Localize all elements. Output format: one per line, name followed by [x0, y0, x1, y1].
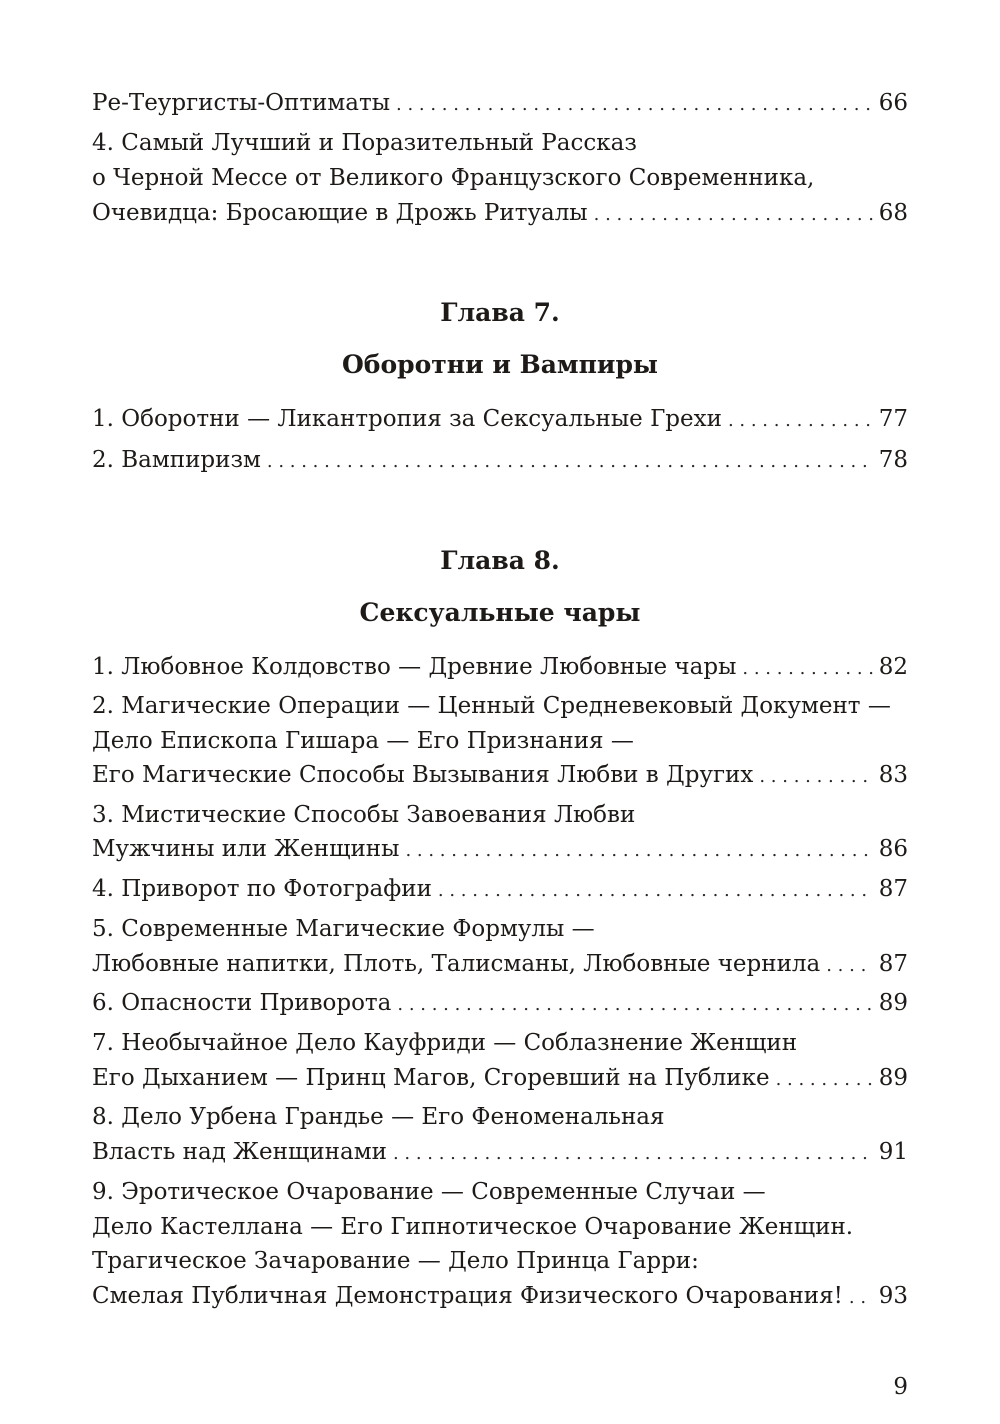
toc-entry-title: 9. Эротическое Очарование — Современные Случаи —: [92, 1179, 766, 1205]
dot-leader: [405, 834, 872, 868]
toc-entry-title: 8. Дело Урбена Грандье — Его Феноменальная: [92, 1104, 665, 1130]
toc-entry-page: 68: [878, 200, 908, 226]
toc-entry-line[interactable]: [92, 1175, 908, 1209]
toc-entry-line[interactable]: [92, 161, 908, 195]
toc-entry-title: 2. Вампиризм: [92, 447, 261, 473]
dot-leader: [594, 198, 873, 232]
toc-entry-line[interactable]: [92, 689, 908, 723]
toc-entry[interactable]: [92, 86, 908, 120]
toc-entry-title: о Черной Мессе от Великого Французского Современника,: [92, 165, 815, 191]
toc-entry-page: 89: [878, 1065, 908, 1091]
toc-entry[interactable]: [92, 1279, 908, 1313]
toc-entry-title: 4. Самый Лучший и Поразительный Рассказ: [92, 130, 637, 156]
toc-entry-title: 6. Опасности Приворота: [92, 990, 392, 1016]
chapter-7-number: Глава 7.: [440, 298, 560, 327]
toc-entry-page: 77: [878, 406, 908, 432]
toc-entry-line[interactable]: [92, 1026, 908, 1060]
toc-entry-line[interactable]: [92, 912, 908, 946]
toc-entry-line[interactable]: [92, 1210, 908, 1244]
toc-entry[interactable]: [92, 986, 908, 1020]
toc-entry-page: 91: [878, 1139, 908, 1165]
toc-entry[interactable]: [92, 443, 908, 477]
toc-entry[interactable]: [92, 758, 908, 792]
dot-leader: [849, 1281, 873, 1315]
toc-entry[interactable]: [92, 650, 908, 684]
toc-entry-line[interactable]: [92, 724, 908, 758]
toc-entry-line[interactable]: [92, 126, 908, 160]
toc-entry-title: Мужчины или Женщины: [92, 836, 400, 862]
toc-entry-title: 4. Приворот по Фотографии: [92, 876, 432, 902]
toc-entry-title: Смелая Публичная Демонстрация Физического Очарования!: [92, 1283, 843, 1309]
dot-leader: [742, 652, 872, 686]
dot-leader: [728, 404, 873, 438]
toc-entry-page: 89: [878, 990, 908, 1016]
page-number: 9: [893, 1374, 908, 1400]
toc-entry-title: Любовные напитки, Плоть, Талисманы, Любовные чернила: [92, 951, 821, 977]
toc-entry-title: 1. Любовное Колдовство — Древние Любовные чары: [92, 654, 737, 680]
toc-entry-line[interactable]: [92, 1244, 908, 1278]
toc-entry[interactable]: [92, 1061, 908, 1095]
toc-entry-title: 3. Мистические Способы Завоевания Любви: [92, 802, 636, 828]
toc-entry-title: Власть над Женщинами: [92, 1139, 387, 1165]
toc-entry[interactable]: [92, 947, 908, 981]
toc-entry-title: Дело Кастеллана — Его Гипнотическое Очарование Женщин.: [92, 1214, 854, 1240]
toc-entry-title: Трагическое Зачарование — Дело Принца Гарри:: [92, 1248, 699, 1274]
dot-leader: [438, 874, 873, 908]
toc-entry-page: 87: [878, 876, 908, 902]
toc-entry-line[interactable]: [92, 798, 908, 832]
toc-entry-title: 5. Современные Магические Формулы —: [92, 916, 595, 942]
toc-entry-title: Дело Епископа Гишара — Его Признания —: [92, 728, 634, 754]
toc-entry-title: 2. Магические Операции — Ценный Средневековый Документ —: [92, 693, 891, 719]
toc-entry-title: Очевидца: Бросающие в Дрожь Ритуалы: [92, 200, 588, 226]
toc-entry-title: Ре-Теургисты-Оптиматы: [92, 90, 391, 116]
chapter-8-number: Глава 8.: [440, 546, 560, 575]
toc-entry-page: 83: [878, 762, 908, 788]
toc-entry-page: 93: [878, 1283, 908, 1309]
toc-entry[interactable]: [92, 402, 908, 436]
toc-entry-page: 82: [878, 654, 908, 680]
toc-entry[interactable]: [92, 872, 908, 906]
toc-entry-title: Его Дыханием — Принц Магов, Сгоревший на Публике: [92, 1065, 770, 1091]
dot-leader: [759, 760, 872, 794]
toc-entry[interactable]: [92, 196, 908, 230]
toc-entry[interactable]: [92, 832, 908, 866]
toc-entry-title: Его Магические Способы Вызывания Любви в Других: [92, 762, 754, 788]
toc-entry-title: 7. Необычайное Дело Кауфриди — Соблазнение Женщин: [92, 1030, 798, 1056]
dot-leader: [397, 988, 872, 1022]
dot-leader: [396, 88, 873, 122]
toc-entry-page: 86: [878, 836, 908, 862]
toc-entry[interactable]: [92, 1135, 908, 1169]
dot-leader: [393, 1137, 873, 1171]
dot-leader: [267, 445, 873, 479]
dot-leader: [776, 1063, 873, 1097]
dot-leader: [826, 949, 872, 983]
chapter-8-title: Сексуальные чары: [359, 598, 641, 627]
toc-entry-title: 1. Оборотни — Ликантропия за Сексуальные Грехи: [92, 406, 722, 432]
toc-entry-page: 87: [878, 951, 908, 977]
toc-entry-line[interactable]: [92, 1100, 908, 1134]
toc-entry-page: 66: [878, 90, 908, 116]
chapter-7-title: Оборотни и Вампиры: [342, 350, 658, 379]
toc-entry-page: 78: [878, 447, 908, 473]
